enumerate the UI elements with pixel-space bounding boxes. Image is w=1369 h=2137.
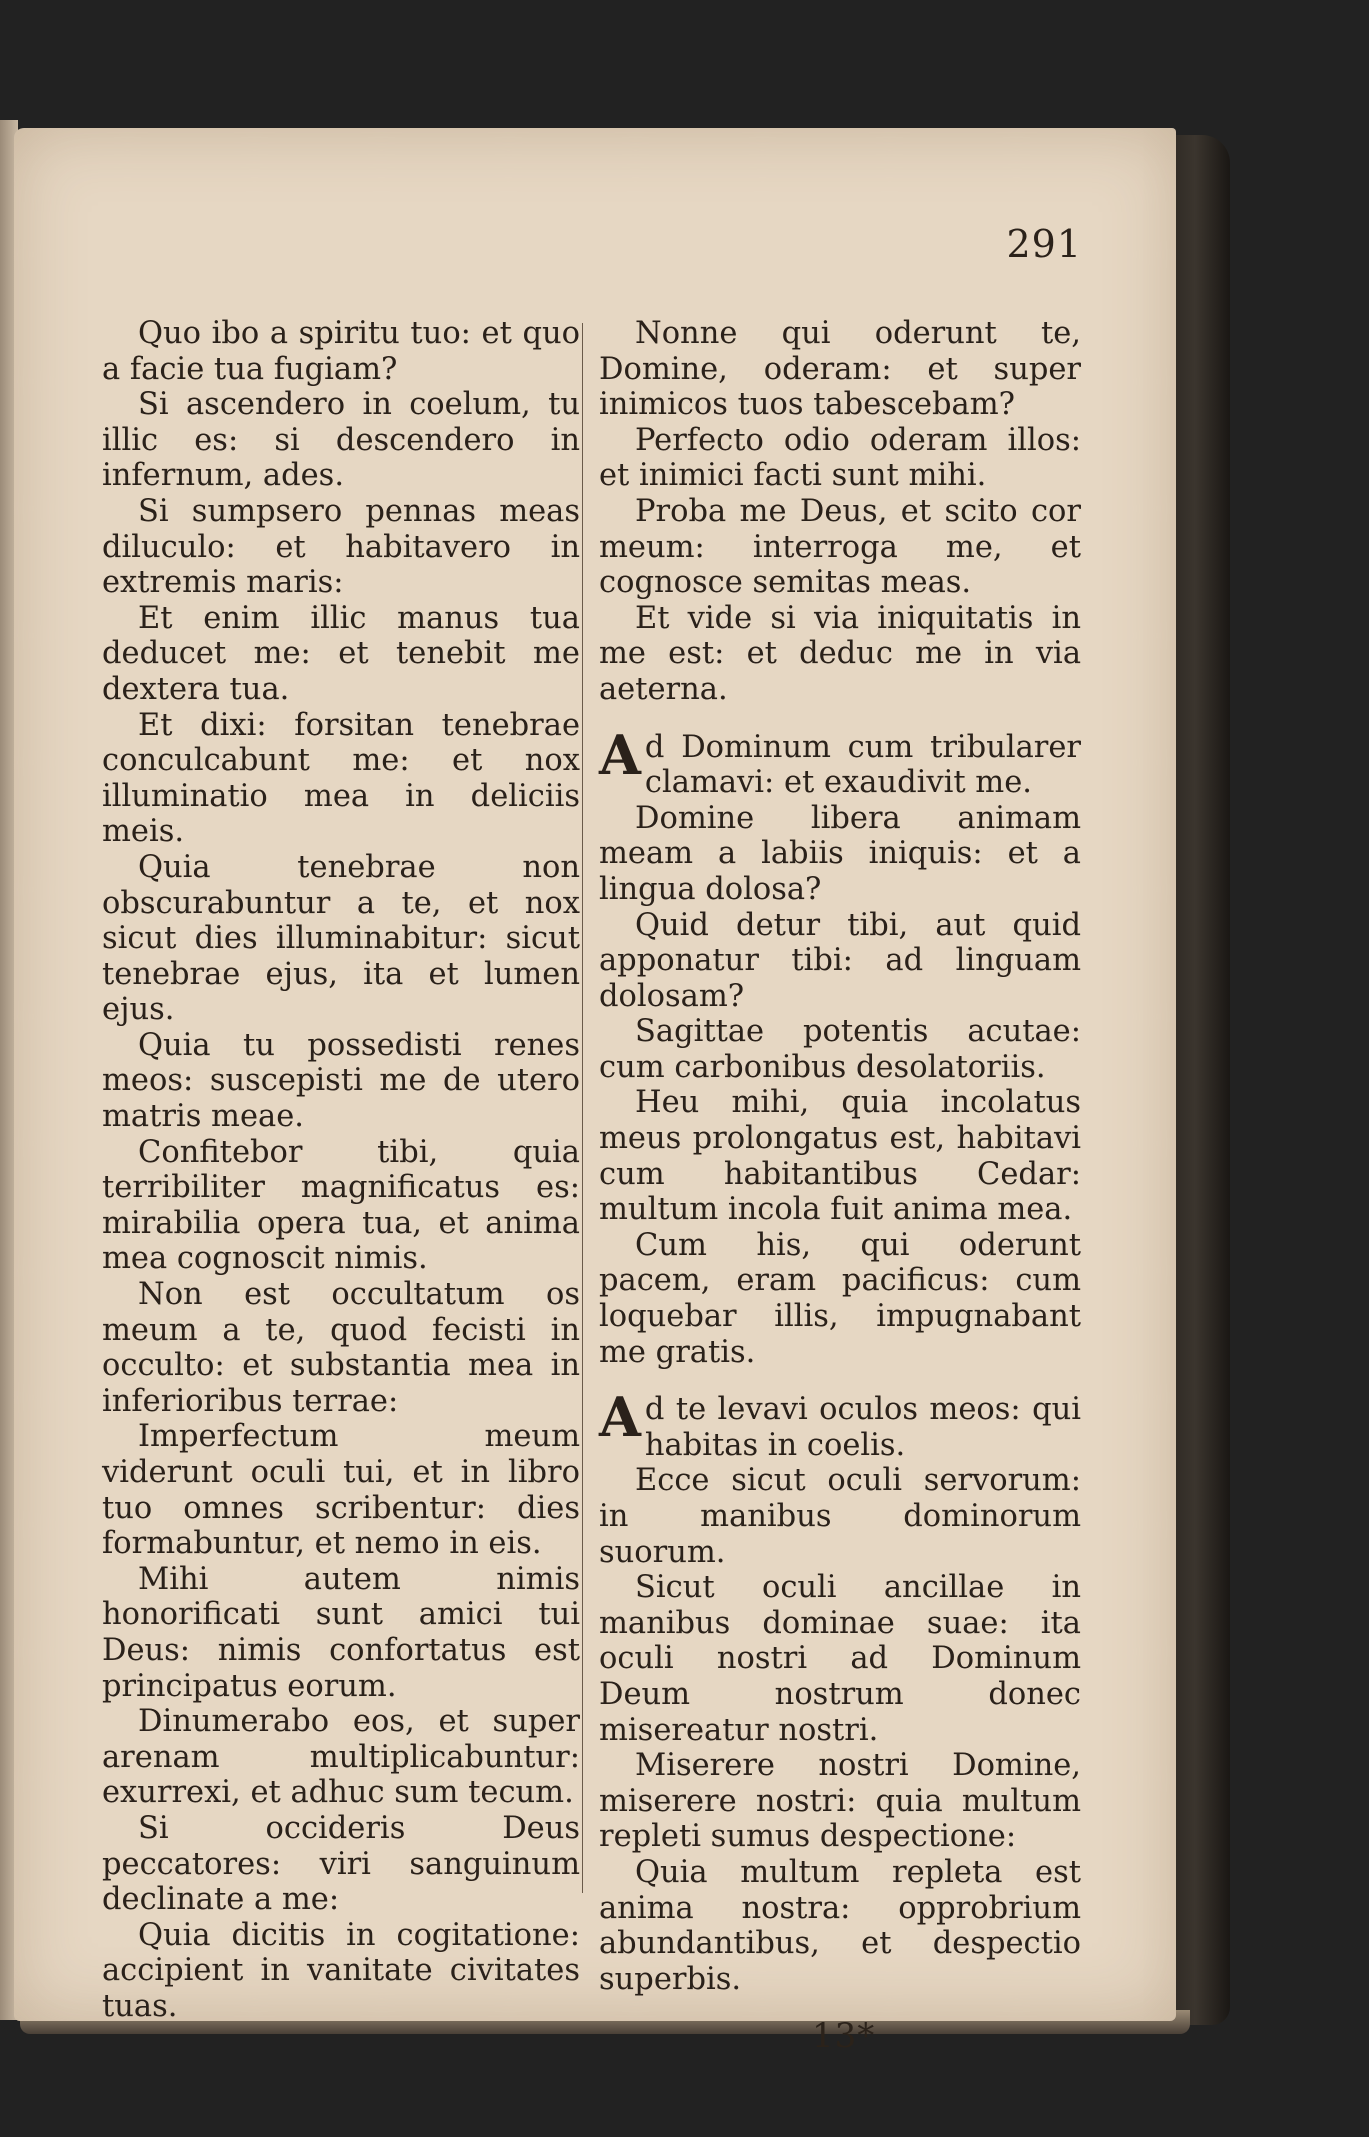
verse: Si occideris Deus peccatores: viri sanguinum declinate a me: [102, 1810, 580, 1918]
verse: Et dixi: forsitan tenebrae conculcabunt me: et nox illuminatio mea in deliciis meis. [102, 707, 580, 850]
verse: Quid detur tibi, aut quid apponatur tibi: ad linguam dolosam? [599, 907, 1081, 1014]
verse: Miserere nostri Domine, miserere nostri: quia multum repleti sumus despectione: [599, 1748, 1081, 1855]
psalm-start [589, 722, 1081, 801]
verse: Non est occultatum os meum a te, quod fecisti in occulto: et substantia mea in inferioribus terrae: [102, 1277, 580, 1419]
verse: Sicut oculi ancillae in manibus dominae suae: ita oculi nostri ad Dominum Deum nostrum donec misereatur nostri. [599, 1570, 1081, 1748]
right-column [589, 316, 1081, 1997]
verse: Si ascendero in coelum, tu illic es: si descendero in infernum, ades. [102, 387, 580, 494]
verse: Ecce sicut oculi servorum: in manibus dominorum suorum. [599, 1463, 1081, 1570]
drop-cap: A [599, 1385, 641, 1450]
verse: Confitebor tibi, quia terribiliter magnificatus es: mirabilia opera tua, et anima mea cognoscit nimis. [102, 1134, 580, 1277]
psalm-first-verse: d Dominum cum tribularer clamavi: et exaudivit me. [644, 729, 1081, 801]
verse: Si sumpsero pennas meas diluculo: et habitavero in extremis maris: [102, 493, 580, 601]
page-number: 291 [1006, 222, 1082, 266]
psalm-start [589, 1385, 1081, 1463]
verse: Quia dicitis in cogitatione: accipient in vanitate civitates tuas. [102, 1917, 580, 2024]
verse: Sagittae potentis acutae: cum carbonibus desolatoriis. [599, 1014, 1081, 1085]
verse: Heu mihi, quia incolatus meus prolongatus est, habitavi cum habitantibus Cedar: multum incola fuit anima mea. [599, 1085, 1081, 1228]
verse: Mihi autem nimis honorificati sunt amici tui Deus: nimis confortatus est principatus eorum. [102, 1561, 580, 1704]
left-column [102, 316, 580, 2025]
drop-cap: A [599, 722, 641, 787]
verse: Quia tu possedisti renes meos: suscepisti me de utero matris meae. [102, 1027, 580, 1135]
verse: Cum his, qui oderunt pacem, eram pacificus: cum loquebar illis, impugnabant me gratis. [599, 1227, 1081, 1370]
verse: Nonne qui oderunt te, Domine, oderam: et super inimicos tuos tabescebam? [599, 316, 1081, 423]
verse: Dinumerabo eos, et super arenam multiplicabuntur: exurrexi, et adhuc sum tecum. [102, 1704, 580, 1811]
verse: Proba me Deus, et scito cor meum: interroga me, et cognosce semitas meas. [599, 493, 1081, 601]
verse: Imperfectum meum viderunt oculi tui, et in libro tuo omnes scribentur: dies formabuntur, et nemo in eis. [102, 1419, 580, 1562]
psalm-first-verse: d te levavi oculos meos: qui habitas in coelis. [644, 1392, 1081, 1463]
verse: Perfecto odio oderam illos: et inimici facti sunt mihi. [599, 422, 1081, 494]
verse: Quo ibo a spiritu tuo: et quo a facie tua fugiam? [102, 316, 580, 387]
column-divider [582, 323, 583, 1893]
signature-mark: 13* [812, 2016, 876, 2056]
verse: Domine libera animam meam a labiis iniquis: et a lingua dolosa? [599, 800, 1081, 907]
verse: Et vide si via iniquitatis in me est: et deduc me in via aeterna. [599, 600, 1081, 707]
verse: Et enim illic manus tua deducet me: et tenebit me dextera tua. [102, 600, 580, 707]
verse: Quia tenebrae non obscurabuntur a te, et nox sicut dies illuminabitur: sicut tenebrae ejus, ita et lumen ejus. [102, 849, 580, 1028]
verse: Quia multum repleta est anima nostra: opprobrium abundantibus, et despectio superbis. [599, 1854, 1081, 1997]
book-page [14, 128, 1176, 2056]
